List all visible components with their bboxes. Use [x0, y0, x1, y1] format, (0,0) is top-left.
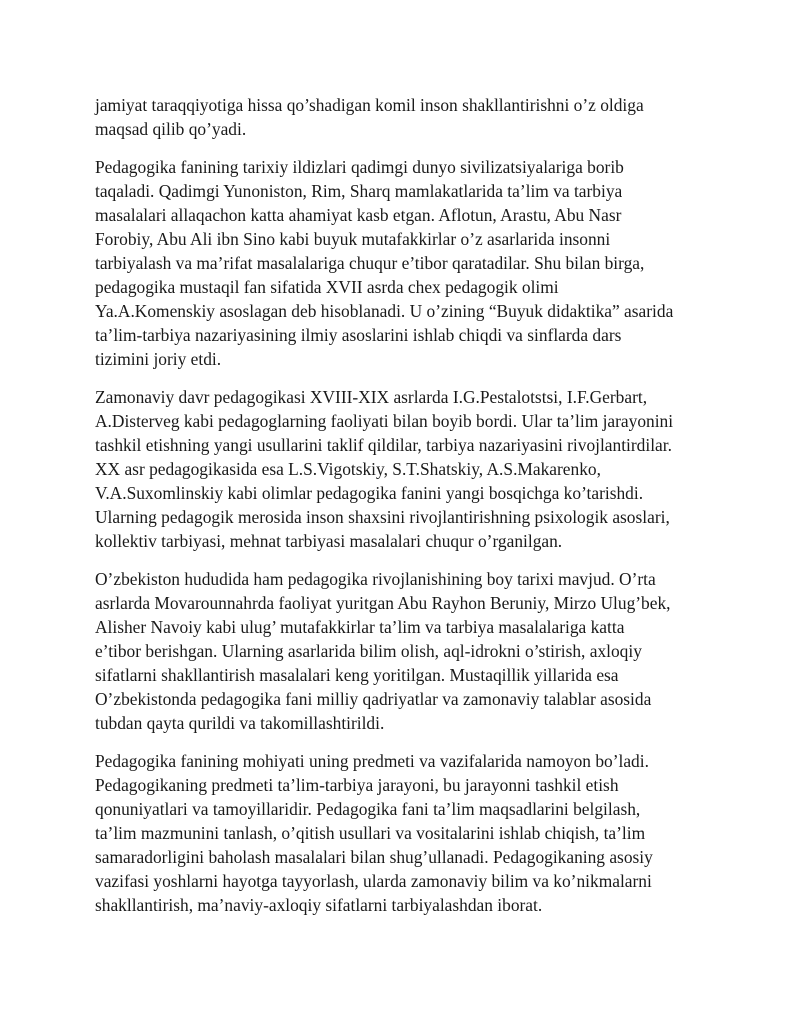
document-page	[95, 93, 715, 931]
paragraph-continuation: jamiyat taraqqiyotiga hissa qo’shadigan komil inson shakllantirishni o’z oldiga maqsad qilib qo’yadi.	[95, 95, 644, 139]
paragraph-uzbekistan: O’zbekiston hududida ham pedagogika rivojlanishining boy tarixi mavjud. O’rta asrlarda Movarounnahrda faoliyat yuritgan Abu Rayhon Beruniy, Mirzo Ulug’bek, Alisher Navoiy kabi ulug’ mutafakkirlar ta’lim va tarbiya masalalariga katta e’tibor berishgan. Ularning asarlarida bilim olish, aql-idrokni o’stirish, axloqiy sifatlarni shakllantirish masalalari keng yoritilgan. Mustaqillik yillarida esa O’zbekistonda pedagogika fani milliy qadriyatlar va zamonaviy talablar asosida tubdan qayta qurildi va takomillashtirildi.	[95, 569, 671, 733]
paragraph-subject-tasks: Pedagogika fanining mohiyati uning predmeti va vazifalarida namoyon bo’ladi. Pedagogikaning predmeti ta’lim-tarbiya jarayoni, bu jarayonni tashkil etish qonuniyatlari va tamoyillaridir. Pedagogika fani ta’lim maqsadlarini belgilash, ta’lim mazmunini tanlash, o’qitish usullari va vositalarini ishlab chiqish, ta’lim samaradorligini baholash masalalari bilan shug’ullanadi. Pedagogikaning asosiy vazifasi yoshlarni hayotga tayyorlash, ularda zamonaviy bilim va ko’nikmalarni shakllantirish, ma’naviy-axloqiy sifatlarni tarbiyalashdan iborat.	[95, 751, 653, 915]
paragraph-modern-pedagogy: Zamonaviy davr pedagogikasi XVIII-XIX asrlarda I.G.Pestalotstsi, I.F.Gerbart, A.Disterveg kabi pedagoglarning faoliyati bilan boyib bordi. Ular ta’lim jarayonini tashkil etishning yangi usullarini taklif qildilar, tarbiya nazariyasini rivojlantirdilar. XX asr pedagogikasida esa L.S.Vigotskiy, S.T.Shatskiy, A.S.Makarenko, V.A.Suxomlinskiy kabi olimlar pedagogika fanini yangi bosqichga ko’tarishdi. Ularning pedagogik merosida inson shaxsini rivojlantirishning psixologik asoslari, kollektiv tarbiyasi, mehnat tarbiyasi masalalari chuqur o’rganilgan.	[95, 387, 674, 551]
paragraph-history: Pedagogika fanining tarixiy ildizlari qadimgi dunyo sivilizatsiyalariga borib taqaladi. Qadimgi Yunoniston, Rim, Sharq mamlakatlarida ta’lim va tarbiya masalalari allaqachon katta ahamiyat kasb etgan. Aflotun, Arastu, Abu Nasr Forobiy, Abu Ali ibn Sino kabi buyuk mutafakkirlar o’z asarlarida insonni tarbiyalash va ma’rifat masalalariga chuqur e’tibor qaratadilar. Shu bilan birga, pedagogika mustaqil fan sifatida XVII asrda chex pedagogik olimi Ya.A.Komenskiy asoslagan deb hisoblanadi. U o’zining “Buyuk didaktika” asarida ta’lim-tarbiya nazariyasining ilmiy asoslarini ishlab chiqdi va sinflarda dars tizimini joriy etdi.	[95, 157, 674, 369]
